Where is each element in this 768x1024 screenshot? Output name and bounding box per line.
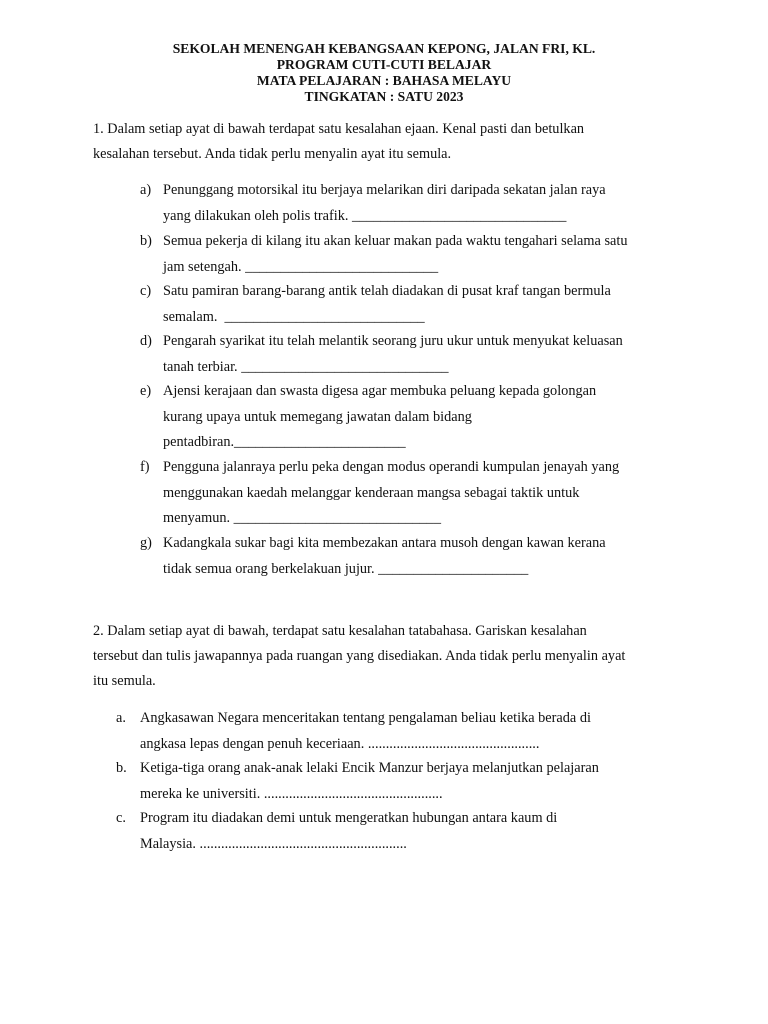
item-text: [140, 756, 599, 807]
item-line-answer-blank[interactable]: yang dilakukan oleh polis trafik. ______________________________: [163, 207, 567, 224]
item-text: [140, 806, 557, 857]
item-line: Pengguna jalanraya perlu peka dengan modus operandi kumpulan jenayah yang: [163, 459, 620, 475]
instruction-line: 2. Dalam setiap ayat di bawah, terdapat satu kesalahan tatabahasa. Gariskan kesalahan: [93, 623, 587, 639]
item-line: Kadangkala sukar bagi kita membezakan antara musoh dengan kawan kerana: [163, 535, 606, 551]
program-name: PROGRAM CUTI-CUTI BELAJAR: [276, 57, 492, 72]
item-marker: d): [140, 333, 152, 349]
form-level: TINGKATAN : SATU 2023: [304, 89, 464, 104]
item-marker: a): [140, 182, 152, 198]
item-marker: c): [140, 283, 152, 299]
instruction-line: 1. Dalam setiap ayat di bawah terdapat satu kesalahan ejaan. Kenal pasti dan betulkan: [93, 121, 585, 137]
item-line-answer-blank[interactable]: pentadbiran.________________________: [163, 434, 406, 450]
section2-instruction: [93, 619, 683, 694]
item-text: [163, 178, 606, 229]
item-line-answer-blank[interactable]: angkasa lepas dengan penuh keceriaan. ................................................: [140, 735, 540, 752]
item-marker: b.: [116, 760, 127, 776]
item-line: Pengarah syarikat itu telah melantik seorang juru ukur untuk menyukat keluasan: [163, 333, 623, 349]
item-line: kurang upaya untuk memegang jawatan dalam bidang: [163, 408, 472, 425]
item-line: Program itu diadakan demi untuk mengeratkan hubungan antara kaum di: [140, 810, 558, 826]
item-line: Angkasawan Negara menceritakan tentang pengalaman beliau ketika berada di: [140, 710, 591, 726]
item-text: [163, 455, 619, 532]
item-marker: f): [140, 459, 150, 475]
item-marker: c.: [116, 810, 126, 826]
item-line-answer-blank[interactable]: tanah terbiar. _____________________________: [163, 358, 449, 375]
item-text: [163, 329, 623, 380]
section1-instruction: [93, 117, 683, 167]
instruction-line: tersebut dan tulis jawapannya pada ruangan yang disediakan. Anda tidak perlu menyalin ayat: [93, 648, 626, 664]
item-text: [140, 706, 591, 757]
item-marker: e): [140, 383, 152, 399]
document-header: [0, 41, 768, 105]
item-line-answer-blank[interactable]: jam setengah. ___________________________: [163, 258, 439, 275]
item-text: [163, 379, 596, 456]
item-line-answer-blank[interactable]: semalam. ____________________________: [163, 308, 425, 325]
item-marker: a.: [116, 710, 126, 726]
item-line-answer-blank[interactable]: Malaysia. ..........................................................: [140, 835, 407, 852]
item-line-answer-blank[interactable]: mereka ke universiti. ..................................................: [140, 785, 443, 802]
instruction-line: itu semula.: [93, 673, 156, 689]
item-line: menggunakan kaedah melanggar kenderaan mangsa sebagai taktik untuk: [163, 484, 580, 501]
item-line-answer-blank[interactable]: menyamun. _____________________________: [163, 510, 441, 526]
school-name: SEKOLAH MENENGAH KEBANGSAAN KEPONG, JALAN FRI, KL.: [172, 41, 596, 56]
item-line: Satu pamiran barang-barang antik telah diadakan di pusat kraf tangan bermula: [163, 283, 611, 299]
instruction-line: kesalahan tersebut. Anda tidak perlu menyalin ayat itu semula.: [93, 146, 452, 162]
item-line: Ketiga-tiga orang anak-anak lelaki Encik Manzur berjaya melanjutkan pelajaran: [140, 760, 599, 776]
item-marker: b): [140, 233, 152, 249]
item-line-answer-blank[interactable]: tidak semua orang berkelakuan jujur. _____________________: [163, 560, 529, 577]
item-line: Penunggang motorsikal itu berjaya melarikan diri daripada sekatan jalan raya: [163, 182, 606, 198]
item-text: [163, 229, 627, 280]
item-line: Semua pekerja di kilang itu akan keluar makan pada waktu tengahari selama satu: [163, 233, 628, 249]
item-line: Ajensi kerajaan dan swasta digesa agar membuka peluang kepada golongan: [163, 383, 597, 399]
item-text: [163, 279, 611, 330]
item-marker: g): [140, 535, 152, 551]
item-text: [163, 531, 606, 582]
subject-name: MATA PELAJARAN : BAHASA MELAYU: [256, 73, 512, 88]
